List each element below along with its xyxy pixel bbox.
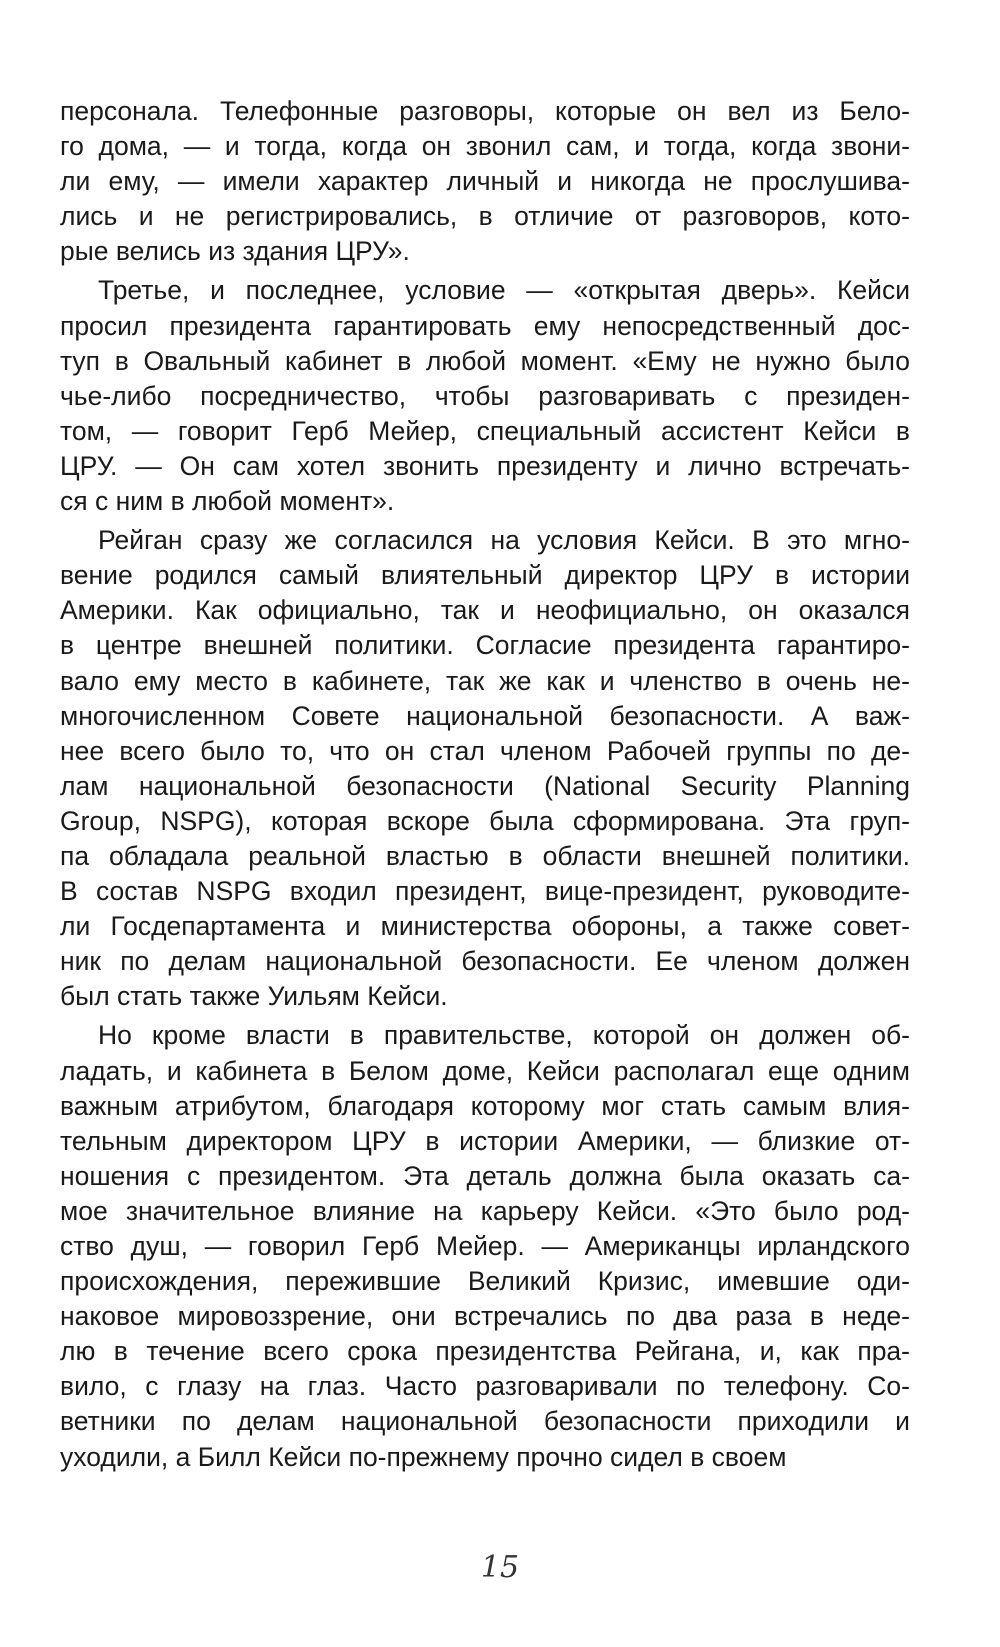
text-line: Третье, и последнее, условие — «открытая дверь». Кейси bbox=[98, 275, 910, 306]
text-line: ЦРУ. — Он сам хотел звонить президенту и лично встречать- bbox=[60, 450, 910, 481]
paragraph bbox=[60, 273, 910, 519]
text-line: ли Госдепартамента и министерства обороны, а также совет- bbox=[60, 911, 910, 942]
text-line: ство душ, — говорил Герб Мейер. — Американцы ирландского bbox=[60, 1231, 910, 1261]
text-line: ли ему, — имели характер личный и никогда не прослушива- bbox=[60, 166, 910, 197]
text-line: вало ему место в кабинете, так же как и членство в очень не- bbox=[60, 665, 910, 696]
paragraph bbox=[60, 1018, 910, 1474]
text-line: Рейган сразу же согласился на условия Кейси. В это мгно- bbox=[98, 525, 910, 556]
text-line: Америки. Как официально, так и неофициально, он оказался bbox=[60, 595, 910, 626]
text-line: ношения с президентом. Эта деталь должна была оказать са- bbox=[60, 1160, 910, 1191]
text-line: го дома, — и тогда, когда он звонил сам, и тогда, когда звони- bbox=[60, 131, 910, 162]
text-line: Но кроме власти в правительстве, которой он должен об- bbox=[98, 1020, 910, 1051]
paragraph bbox=[60, 523, 910, 1014]
text-line: важным атрибутом, благодаря которому мог стать самым влия- bbox=[60, 1090, 910, 1121]
text-line: том, — говорит Герб Мейер, специальный ассистент Кейси в bbox=[60, 415, 910, 446]
text-line: ладать, и кабинета в Белом доме, Кейси располагал еще одним bbox=[60, 1055, 910, 1086]
text-line: был стать также Уильям Кейси. bbox=[60, 981, 448, 1012]
text-line: многочисленном Совете национальной безопасности. А важ- bbox=[60, 700, 910, 731]
text-line: лись и не регистрировались, в отличие от разговоров, кото- bbox=[60, 201, 910, 232]
text-line: лю в течение всего срока президентства Рейгана, и, как пра- bbox=[60, 1336, 910, 1367]
text-line: чье-либо посредничество, чтобы разговаривать с президен- bbox=[60, 380, 910, 411]
body-text bbox=[60, 94, 910, 1475]
text-line: вило, с глазу на глаз. Часто разговаривали по телефону. Со- bbox=[60, 1371, 910, 1402]
text-line: персонала. Телефонные разговоры, которые он вел из Бело- bbox=[60, 96, 910, 126]
text-line: просил президента гарантировать ему непосредственный дос- bbox=[60, 310, 910, 341]
text-line: мое значительное влияние на карьеру Кейси. «Это было род- bbox=[60, 1195, 910, 1226]
text-line: происхождения, пережившие Великий Кризис, имевшие оди- bbox=[60, 1266, 910, 1297]
text-line: лам национальной безопасности (National Security Planning bbox=[60, 770, 910, 801]
page-number: 15 bbox=[480, 1550, 520, 1585]
paragraph bbox=[60, 94, 910, 269]
text-line: нее всего было то, что он стал членом Рабочей группы по де- bbox=[60, 735, 910, 766]
text-line: тельным директором ЦРУ в истории Америки, — близкие от- bbox=[60, 1125, 910, 1156]
text-line: туп в Овальный кабинет в любой момент. «Ему не нужно было bbox=[60, 345, 910, 376]
text-line: наковое мировоззрение, они встречались по два раза в неде- bbox=[60, 1301, 910, 1332]
text-line: Group, NSPG), которая вскоре была сформирована. Эта груп- bbox=[60, 805, 910, 836]
text-line: ся с ним в любой момент». bbox=[60, 486, 395, 517]
text-line: ник по делам национальной безопасности. Ее членом должен bbox=[60, 946, 910, 977]
text-line: уходили, а Билл Кейси по-прежнему прочно сидел в своем bbox=[60, 1441, 787, 1472]
text-line: В состав NSPG входил президент, вице-президент, руководите- bbox=[60, 876, 910, 907]
text-line: рые велись из здания ЦРУ». bbox=[60, 236, 410, 267]
text-line: па обладала реальной властью в области внешней политики. bbox=[60, 840, 910, 871]
text-line: в центре внешней политики. Согласие президента гарантиро- bbox=[60, 630, 910, 661]
text-line: ветники по делам национальной безопасности приходили и bbox=[60, 1406, 910, 1437]
text-line: вение родился самый влиятельный директор ЦРУ в истории bbox=[60, 560, 910, 591]
